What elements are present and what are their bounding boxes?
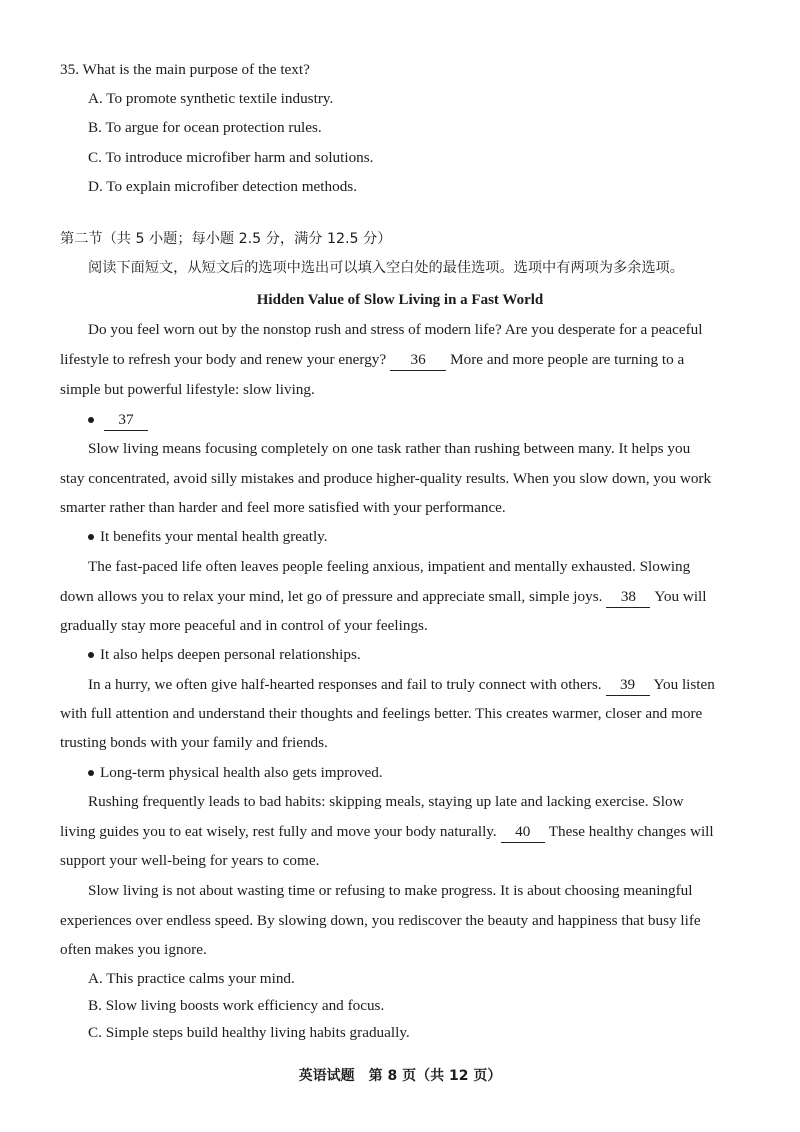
bullet-text: Long-term physical health also gets improved.: [100, 764, 383, 781]
passage-p6-line1: Slow living is not about wasting time or refusing to make progress. It is about choosing meaningful: [88, 882, 693, 899]
passage-p2-line2: stay concentrated, avoid silly mistakes and produce higher-quality results. When you slow down, you work: [60, 470, 712, 487]
bullet-mental-health: [88, 527, 328, 547]
passage-p2-line1: Slow living means focusing completely on one task rather than rushing between many. It helps you: [88, 440, 691, 457]
question-35-option-a: A. To promote synthetic textile industry.: [88, 90, 334, 107]
question-35-stem: 35. What is the main purpose of the text?: [60, 61, 310, 78]
bullet-dot-icon: [88, 417, 94, 423]
passage-p4-line2: with full attention and understand their thoughts and feelings better. This creates warmer, closer and more: [60, 705, 703, 722]
bullet-dot-icon: [88, 770, 94, 776]
passage-p5-line1: Rushing frequently leads to bad habits: skipping meals, staying up late and lacking exercise. Slow: [88, 793, 684, 810]
passage-p1-line1: Do you feel worn out by the nonstop rush and stress of modern life? Are you desperate for a peaceful: [88, 321, 703, 338]
question-35-option-d: D. To explain microfiber detection methods.: [88, 178, 358, 195]
passage-p3-line2: [60, 587, 706, 608]
choice-a: A. This practice calms your mind.: [88, 970, 295, 987]
passage-text: You will: [654, 588, 707, 605]
page-footer: 英语试题 第 8 页（共 12 页）: [298, 1068, 502, 1084]
passage-text: lifestyle to refresh your body and renew your energy?: [60, 351, 387, 368]
passage-title: Hidden Value of Slow Living in a Fast World: [256, 292, 544, 308]
bullet-physical-health: [88, 763, 383, 783]
bullet-relationships: [88, 645, 361, 665]
bullet-dot-icon: [88, 534, 94, 540]
choice-c: C. Simple steps build healthy living habits gradually.: [88, 1024, 410, 1041]
blank-37: 37: [104, 410, 148, 431]
bullet-37: [88, 410, 152, 431]
passage-p3-line3: gradually stay more peaceful and in control of your feelings.: [60, 617, 428, 634]
blank-40: 40: [501, 822, 545, 843]
section-header: 第二节（共 5 小题；每小题 2.5 分，满分 12.5 分）: [60, 231, 392, 247]
section-instruction: 阅读下面短文，从短文后的选项中选出可以填入空白处的最佳选项。选项中有两项为多余选项。: [88, 260, 684, 276]
passage-text: These healthy changes will: [548, 823, 714, 840]
bullet-text: It also helps deepen personal relationships.: [100, 646, 361, 663]
choice-b: B. Slow living boosts work efficiency and focus.: [88, 997, 385, 1014]
passage-p5-line2: [60, 822, 714, 843]
question-35-option-c: C. To introduce microfiber harm and solutions.: [88, 149, 374, 166]
passage-text: In a hurry, we often give half-hearted responses and fail to truly connect with others.: [88, 676, 602, 693]
passage-p6-line2: experiences over endless speed. By slowing down, you rediscover the beauty and happiness that busy life: [60, 912, 701, 929]
question-35-option-b: B. To argue for ocean protection rules.: [88, 119, 322, 136]
passage-p3-line1: The fast-paced life often leaves people feeling anxious, impatient and mentally exhausted. Slowing: [88, 558, 691, 575]
blank-36: 36: [390, 350, 446, 371]
passage-p2-line3: smarter rather than harder and feel more satisfied with your performance.: [60, 499, 506, 516]
passage-p6-line3: often makes you ignore.: [60, 941, 207, 958]
blank-39: 39: [606, 675, 650, 696]
passage-p5-line3: support your well-being for years to come.: [60, 852, 320, 869]
bullet-dot-icon: [88, 652, 94, 658]
passage-text: More and more people are turning to a: [450, 351, 685, 368]
passage-p1-line2: [60, 350, 684, 371]
passage-text: living guides you to eat wisely, rest fully and move your body naturally.: [60, 823, 497, 840]
passage-p1-line3: simple but powerful lifestyle: slow living.: [60, 381, 315, 398]
blank-38: 38: [606, 587, 650, 608]
passage-p4-line3: trusting bonds with your family and friends.: [60, 734, 328, 751]
passage-text: down allows you to relax your mind, let go of pressure and appreciate small, simple joys.: [60, 588, 603, 605]
passage-text: You listen: [653, 676, 715, 693]
bullet-text: It benefits your mental health greatly.: [100, 528, 328, 545]
passage-p4-line1: [88, 675, 715, 696]
